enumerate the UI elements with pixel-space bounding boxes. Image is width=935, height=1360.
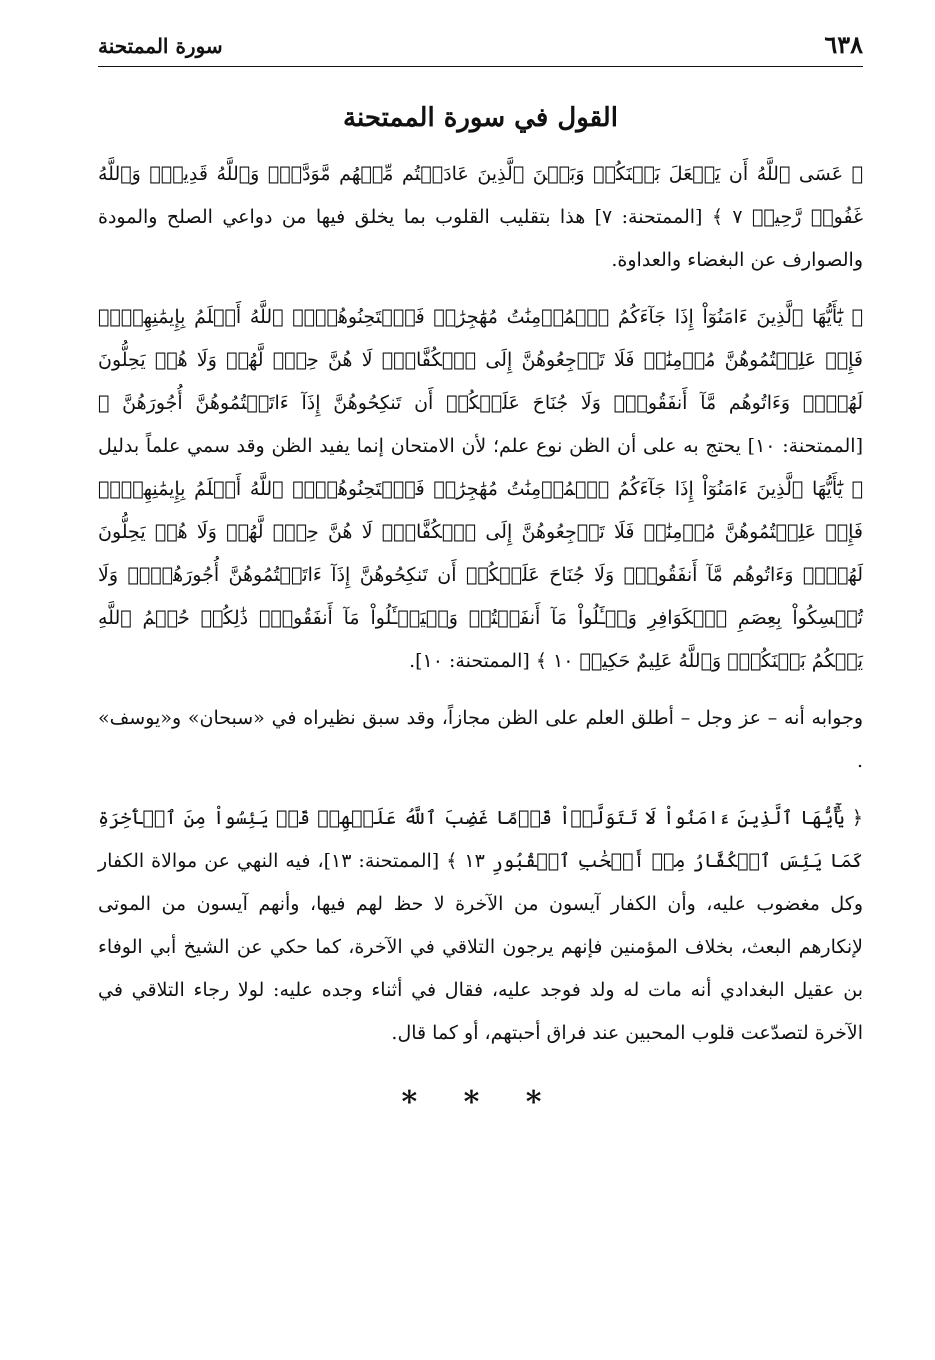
quran-verse: ﴿ يَٰٓأَيُّهَا ٱلَّذِينَ ءَامَنُواْ لَا تَتَوَلَّوۡاْ قَوۡمًا غَضِبَ ٱللَّهُ عَلَيۡهِمۡ قَدۡ يَئِسُواْ مِنَ ٱلۡأٓخِرَةِ كَمَا يَئِسَ ٱلۡكُفَّارُ مِنۡ أَصۡحَٰبِ ٱلۡقُبُورِ ١٣ ﴾ xyxy=(98,807,863,872)
commentary-text: فيه النهي عن موالاة الكفار وكل مغضوب عليه، وأن الكفار آيسون من الآخرة لا حظ لهم فيها، وأنهم آيسون من الموتى لإنكارهم البعث، بخلاف المؤمنين فإنهم يرجون التلاقي في الآخرة، كما حكي عن الشيخ أبي الوفاء بن عقيل البغدادي أنه مات له ولد فوجد عليه، فقال في أثناء وجده عليه: لولا رجاء التلاقي في الآخرة لتصدّعت قلوب المحبين عند فراق أحبتهم، أو كما قال. xyxy=(98,850,863,1044)
section-separator: * * * xyxy=(401,1085,560,1120)
quran-verse: ﴿ يَٰٓأَيُّهَا ٱلَّذِينَ ءَامَنُوٓاْ إِذَا جَآءَكُمُ ٱلۡمُؤۡمِنَٰتُ مُهَٰجِرَٰتٖ فَٱمۡتَحِنُوهُنَّۖ ٱللَّهُ أَعۡلَمُ بِإِيمَٰنِهِنَّۖ فَإِنۡ عَلِمۡتُمُوهُنَّ مُؤۡمِنَٰتٖ فَلَا تَرۡجِعُوهُنَّ إِلَى ٱلۡكُفَّارِۖ لَا هُنَّ حِلّٞ لَّهُمۡ وَلَا هُمۡ يَحِلُّونَ لَهُنَّۖ وَءَاتُوهُم مَّآ أَنفَقُواْۚ وَلَا جُنَاحَ عَلَيۡكُمۡ أَن تَنكِحُوهُنَّ إِذَآ ءَاتَيۡتُمُوهُنَّ أُجُورَهُنَّ ﴾ xyxy=(98,306,863,414)
commentary-text: هذا بتقليب القلوب بما يخلق فيها من دواعي الصلح والمودة والصوارف عن البغضاء والعداوة. xyxy=(98,206,863,271)
quran-verse: ﴿ يَٰٓأَيُّهَا ٱلَّذِينَ ءَامَنُوٓاْ إِذَا جَآءَكُمُ ٱلۡمُؤۡمِنَٰتُ مُهَٰجِرَٰتٖ فَٱمۡتَحِنُوهُنَّۖ ٱللَّهُ أَعۡلَمُ بِإِيمَٰنِهِنَّۖ فَإِنۡ عَلِمۡتُمُوهُنَّ مُؤۡمِنَٰتٖ فَلَا تَرۡجِعُوهُنَّ إِلَى ٱلۡكُفَّارِۖ لَا هُنَّ حِلّٞ لَّهُمۡ وَلَا هُمۡ يَحِلُّونَ لَهُنَّۖ وَءَاتُوهُم مَّآ أَنفَقُواْۚ وَلَا جُنَاحَ عَلَيۡكُمۡ أَن تَنكِحُوهُنَّ إِذَآ ءَاتَيۡتُمُوهُنَّ أُجُورَهُنَّۚ وَلَا تُمۡسِكُواْ بِعِصَمِ ٱلۡكَوَافِرِ وَسۡـَٔلُواْ مَآ أَنفَقۡتُمۡ وَلۡيَسۡـَٔلُواْ مَآ أَنفَقُواْۚ ذَٰلِكُمۡ حُكۡمُ ٱللَّهِ يَحۡكُمُ بَيۡنَكُمۡۚ وَٱللَّهُ عَلِيمٌ حَكِيمٞ ١٠ ﴾ xyxy=(98,478,863,672)
paragraph-2 xyxy=(98,296,863,683)
verse-reference: [الممتحنة: ١٠]. xyxy=(409,650,530,672)
paragraph-1 xyxy=(98,153,863,282)
chapter-title: القول في سورة الممتحنة xyxy=(343,103,618,133)
page-header xyxy=(98,30,863,64)
quran-verse: ﴿ عَسَى ٱللَّهُ أَن يَجۡعَلَ بَيۡنَكُمۡ وَبَيۡنَ ٱلَّذِينَ عَادَيۡتُم مِّنۡهُم مَّوَدَّةٗۚ وَٱللَّهُ قَدِيرٞۚ وَٱللَّهُ غَفُورٞ رَّحِيمٞ ٧ ﴾ xyxy=(98,163,864,228)
page-number: ٦٣٨ xyxy=(824,30,863,59)
running-title: سورة الممتحنة xyxy=(98,34,223,58)
paragraph-3 xyxy=(98,697,863,783)
commentary-text: وجوابه أنه – عز وجل – أطلق العلم على الظن مجازاً، وقد سبق نظيراه في «سبحان» و«يوسف» . xyxy=(98,707,863,772)
paragraph-4 xyxy=(98,797,863,1055)
verse-reference: [الممتحنة: ٧] xyxy=(594,206,703,228)
verse-reference: [الممتحنة: ١٠] xyxy=(747,435,863,457)
commentary-text: يحتج به على أن الظن نوع علم؛ لأن الامتحان إنما يفيد الظن وقد سمي علماً بدليل xyxy=(98,435,741,457)
verse-reference: [الممتحنة: ١٣]، xyxy=(317,850,440,872)
header-rule xyxy=(98,66,863,67)
